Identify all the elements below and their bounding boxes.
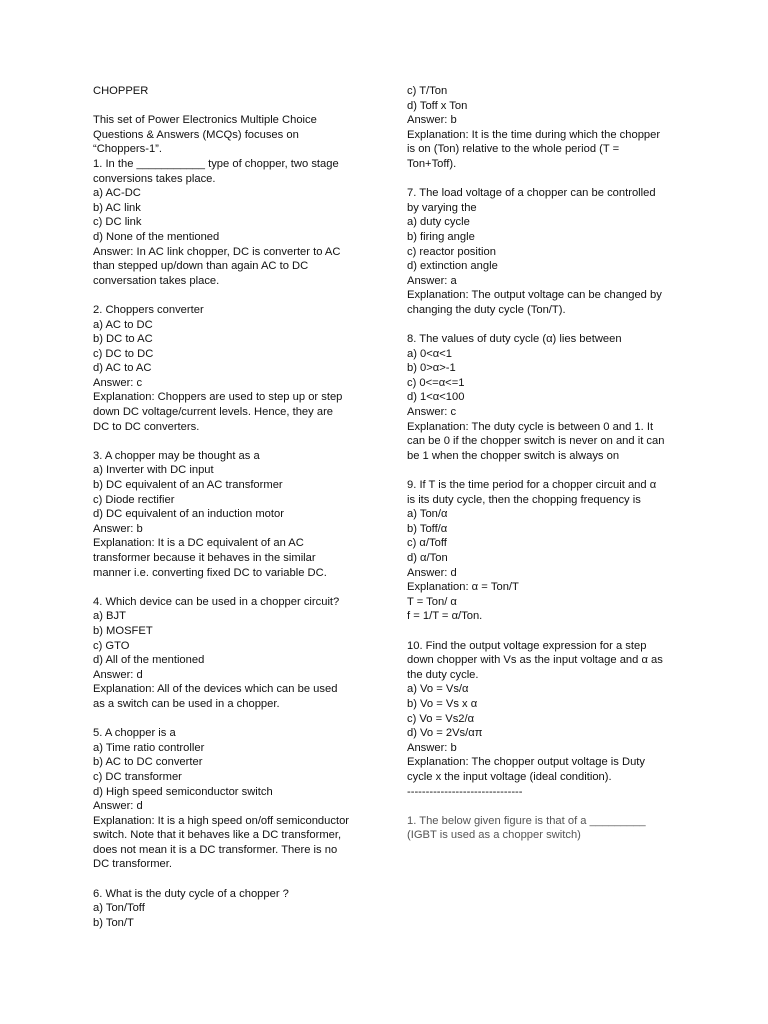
text-line: d) High speed semiconductor switch bbox=[93, 785, 273, 798]
text-line: a) duty cycle bbox=[407, 216, 470, 229]
text-line: Answer: a bbox=[407, 274, 457, 287]
text-line: Explanation: Choppers are used to step up or step bbox=[93, 391, 343, 404]
text-line: conversions takes place. bbox=[93, 172, 216, 185]
text-line: Answer: d bbox=[93, 800, 143, 813]
text-line: b) DC to AC bbox=[93, 333, 153, 346]
text-line: This set of Power Electronics Multiple Choice bbox=[93, 114, 317, 127]
text-line: is its duty cycle, then the chopping frequency is bbox=[407, 493, 641, 506]
text-line: conversation takes place. bbox=[93, 274, 220, 287]
text-line: Explanation: The chopper output voltage is Duty bbox=[407, 756, 645, 769]
text-line: 5. A chopper is a bbox=[93, 727, 176, 740]
text-line: Explanation: It is a high speed on/off semiconductor bbox=[93, 814, 350, 827]
blank-line bbox=[407, 463, 679, 478]
text-line: c) DC to DC bbox=[93, 347, 154, 360]
text-line: Answer: c bbox=[93, 376, 143, 389]
blank-line bbox=[93, 288, 365, 303]
right-text-column bbox=[407, 84, 679, 843]
text-line: 4. Which device can be used in a chopper circuit? bbox=[93, 595, 340, 608]
blank-line bbox=[407, 172, 679, 187]
text-line: Answer: b bbox=[407, 114, 457, 127]
text-line: Answer: d bbox=[93, 668, 143, 681]
text-line: down chopper with Vs as the input voltage and α as bbox=[407, 654, 663, 667]
text-line: Answer: In AC link chopper, DC is converter to AC bbox=[93, 245, 341, 258]
text-line: 1. In the ___________ type of chopper, two stage bbox=[93, 157, 339, 170]
text-line: be 1 when the chopper switch is always on bbox=[407, 449, 620, 462]
text-line: d) α/Ton bbox=[407, 552, 448, 564]
blank-line bbox=[93, 712, 365, 727]
text-line: cycle x the input voltage (ideal condition). bbox=[407, 770, 612, 783]
text-line: Explanation: All of the devices which can be used bbox=[93, 683, 338, 696]
text-line: ------------------------------- bbox=[407, 785, 523, 798]
text-line: down DC voltage/current levels. Hence, they are bbox=[93, 406, 334, 419]
blank-line bbox=[407, 318, 679, 333]
text-line: a) Time ratio controller bbox=[93, 741, 205, 754]
text-line: manner i.e. converting fixed DC to variable DC. bbox=[93, 566, 327, 579]
text-line: Explanation: It is the time during which the chopper bbox=[407, 128, 661, 141]
text-line: switch. Note that it behaves like a DC transformer, bbox=[93, 829, 342, 842]
text-line: 6. What is the duty cycle of a chopper ? bbox=[93, 887, 289, 900]
text-line: a) AC-DC bbox=[93, 187, 141, 200]
text-line: c) 0<=α<=1 bbox=[407, 376, 465, 389]
text-line: 3. A chopper may be thought as a bbox=[93, 449, 260, 462]
text-line: Explanation: The output voltage can be changed by bbox=[407, 289, 662, 302]
text-line: a) 0<α<1 bbox=[407, 347, 453, 360]
text-line: than stepped up/down than again AC to DC bbox=[93, 260, 309, 273]
text-line: DC transformer. bbox=[93, 858, 172, 871]
text-line: a) AC to DC bbox=[93, 318, 153, 331]
text-line: b) DC equivalent of an AC transformer bbox=[93, 479, 283, 492]
text-line: Questions & Answers (MCQs) focuses on bbox=[93, 128, 299, 141]
text-line: DC to DC converters. bbox=[93, 420, 200, 433]
blank-line bbox=[93, 99, 365, 114]
text-line: 2. Choppers converter bbox=[93, 303, 204, 316]
text-line: c) DC link bbox=[93, 216, 142, 229]
left-text-column bbox=[93, 84, 365, 930]
blank-line bbox=[93, 872, 365, 887]
text-line: 9. If T is the time period for a chopper circuit and α bbox=[407, 479, 657, 492]
text-line: f = 1/T = α/Ton. bbox=[407, 610, 483, 623]
text-line: d) All of the mentioned bbox=[93, 654, 205, 667]
text-line: the duty cycle. bbox=[407, 668, 479, 681]
text-line: Ton+Toff). bbox=[407, 157, 457, 170]
text-line: d) Vo = 2Vs/απ bbox=[407, 727, 483, 740]
text-line: c) Diode rectifier bbox=[93, 493, 175, 506]
text-line: c) α/Toff bbox=[407, 537, 447, 550]
text-line: b) MOSFET bbox=[93, 624, 153, 637]
text-line: as a switch can be used in a chopper. bbox=[93, 697, 280, 710]
text-line: b) AC link bbox=[93, 201, 141, 214]
text-line: 1. The below given figure is that of a _________ bbox=[407, 814, 646, 827]
text-line: “Choppers-1”. bbox=[93, 143, 163, 156]
text-line: d) AC to AC bbox=[93, 362, 152, 375]
text-line: Explanation: It is a DC equivalent of an AC bbox=[93, 537, 304, 550]
text-line: transformer because it behaves in the similar bbox=[93, 552, 316, 564]
text-line: b) firing angle bbox=[407, 230, 475, 243]
text-line: 8. The values of duty cycle (α) lies between bbox=[407, 333, 622, 346]
text-line: a) Vo = Vs/α bbox=[407, 683, 469, 696]
text-line: (IGBT is used as a chopper switch) bbox=[407, 829, 581, 842]
text-line: d) Toff x Ton bbox=[407, 99, 468, 112]
text-line: can be 0 if the chopper switch is never on and it can bbox=[407, 435, 665, 448]
blank-line bbox=[93, 580, 365, 595]
text-line: Answer: d bbox=[407, 566, 457, 579]
text-line: a) BJT bbox=[93, 610, 126, 623]
text-line: by varying the bbox=[407, 201, 477, 214]
text-line: changing the duty cycle (Ton/T). bbox=[407, 303, 566, 316]
text-line: b) Toff/α bbox=[407, 522, 448, 535]
text-line: 10. Find the output voltage expression for a step bbox=[407, 639, 647, 652]
text-line: Explanation: α = Ton/T bbox=[407, 581, 519, 594]
text-line: d) extinction angle bbox=[407, 260, 498, 273]
text-line: a) Inverter with DC input bbox=[93, 464, 214, 477]
text-line: c) DC transformer bbox=[93, 770, 182, 783]
text-line: b) 0>α>-1 bbox=[407, 362, 456, 375]
text-line: c) T/Ton bbox=[407, 85, 448, 97]
text-line: 7. The load voltage of a chopper can be controlled bbox=[407, 187, 656, 200]
text-line: Answer: b bbox=[93, 522, 143, 535]
blank-line bbox=[93, 434, 365, 449]
text-line: Answer: b bbox=[407, 741, 457, 754]
text-line: a) Ton/Toff bbox=[93, 902, 145, 915]
text-line: d) DC equivalent of an induction motor bbox=[93, 508, 284, 521]
text-line: b) Ton/T bbox=[93, 916, 134, 929]
text-line: does not mean it is a DC transformer. There is no bbox=[93, 843, 338, 856]
text-line: CHOPPER bbox=[93, 85, 149, 97]
text-line: c) Vo = Vs2/α bbox=[407, 712, 475, 725]
text-line: a) Ton/α bbox=[407, 508, 448, 521]
text-line: Answer: c bbox=[407, 406, 457, 419]
text-line: b) Vo = Vs x α bbox=[407, 697, 478, 710]
text-line: d) None of the mentioned bbox=[93, 230, 220, 243]
text-line: c) reactor position bbox=[407, 245, 496, 258]
text-line: is on (Ton) relative to the whole period (T = bbox=[407, 143, 620, 156]
text-line: c) GTO bbox=[93, 639, 130, 652]
blank-line bbox=[407, 799, 679, 814]
text-line: d) 1<α<100 bbox=[407, 391, 465, 404]
text-line: b) AC to DC converter bbox=[93, 756, 203, 769]
blank-line bbox=[407, 624, 679, 639]
text-line: Explanation: The duty cycle is between 0 and 1. It bbox=[407, 420, 654, 433]
text-line: T = Ton/ α bbox=[407, 595, 457, 608]
